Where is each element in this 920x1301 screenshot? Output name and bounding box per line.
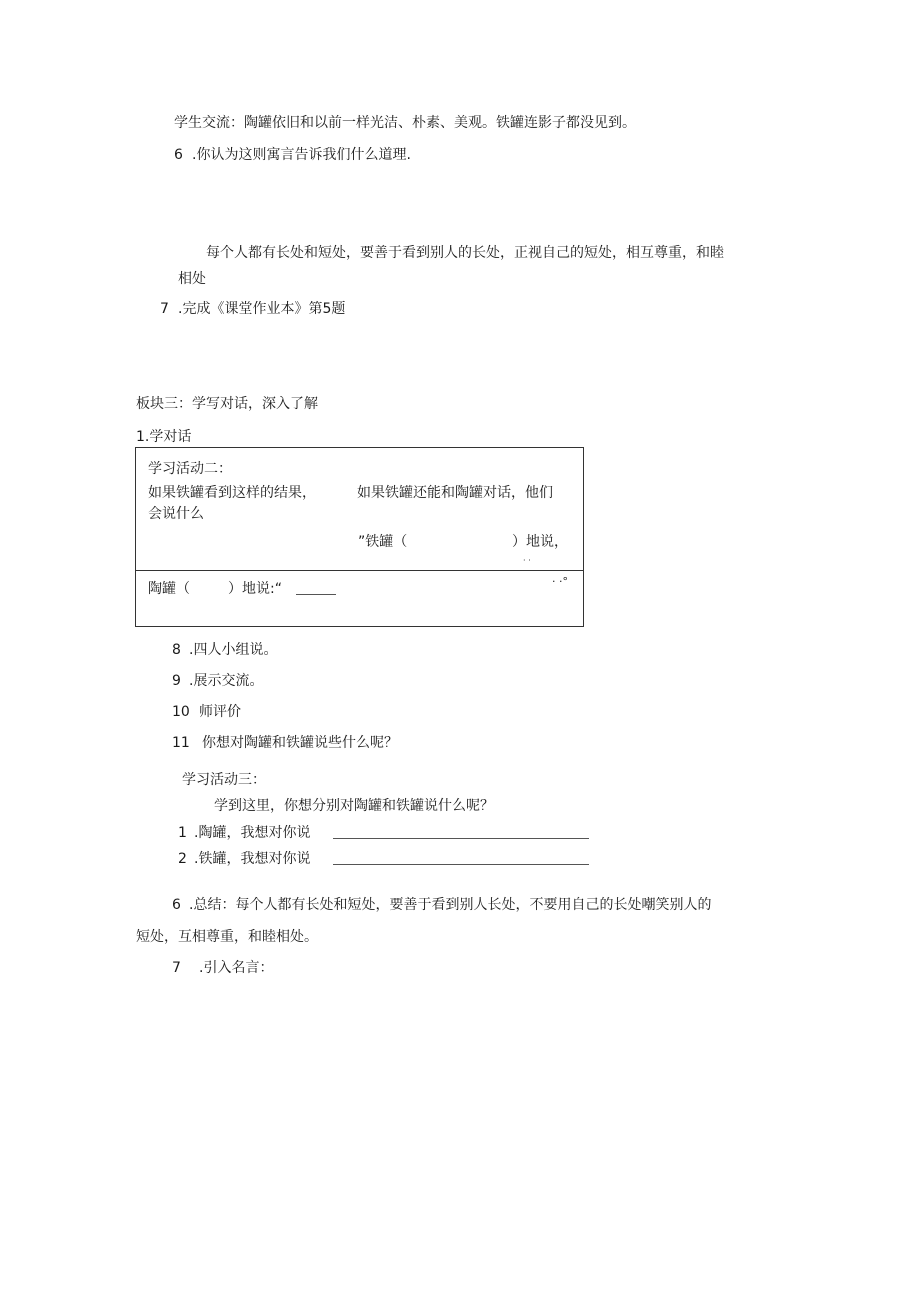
- activity3-item1-number: 1: [178, 825, 187, 841]
- activity3-title: 学习活动三：: [182, 772, 266, 788]
- section3-title: 板块三：学写对话，深入了解: [136, 396, 318, 412]
- activity2-left-line1: 如果铁罐看到这样的结果，: [148, 485, 316, 501]
- step-9-number: 9: [172, 673, 181, 689]
- pottery-answer-line[interactable]: [333, 838, 589, 839]
- pottery-blank-line[interactable]: [296, 594, 336, 595]
- q7-question: .完成《课堂作业本》第5题: [178, 301, 346, 317]
- quote-number: 7: [172, 960, 181, 976]
- step-8-text: .四人小组说。: [189, 642, 278, 658]
- activity2-right-line: 如果铁罐还能和陶罐对话，他们: [357, 485, 553, 501]
- q6-question: .你认为这则寓言告诉我们什么道理.: [192, 147, 411, 163]
- step-11-number: 11: [172, 735, 190, 751]
- step-11-text: 你想对陶罐和铁罐说些什么呢？: [202, 735, 398, 751]
- iron-answer-line[interactable]: [333, 864, 589, 865]
- step-8-number: 8: [172, 642, 181, 658]
- pottery-mid: ）地说:“: [228, 581, 282, 597]
- activity2-left-line2: 会说什么: [148, 506, 204, 522]
- pottery-prefix: 陶罐（: [148, 581, 190, 597]
- box-divider: [136, 570, 583, 571]
- step-10-number: 10: [172, 704, 190, 720]
- learn-dialogue-heading: 1.学对话: [136, 429, 192, 445]
- summary-line-2: 短处，互相尊重，和睦相处。: [136, 929, 318, 945]
- summary-line-1: .总结：每个人都有长处和短处，要善于看到别人长处，不要用自己的长处嘲笑别人的: [189, 897, 712, 913]
- step-9-text: .展示交流。: [189, 673, 264, 689]
- summary-number: 6: [172, 897, 181, 913]
- iron-quote-open: ”铁罐（: [358, 534, 408, 550]
- q6-number: 6: [174, 147, 183, 163]
- answer-line-1: 每个人都有长处和短处，要善于看到别人的长处，正视自己的短处，相互尊重，和睦: [206, 245, 724, 261]
- activity3-item1-text: .陶罐，我想对你说: [194, 825, 311, 841]
- activity3-item2-text: .铁罐，我想对你说: [194, 851, 311, 867]
- answer-line-2: 相处: [178, 271, 206, 287]
- step-10-text: 师评价: [199, 704, 241, 720]
- quote-text: .引入名言：: [199, 960, 274, 976]
- pottery-end-dots: · ·°: [552, 575, 568, 588]
- activity3-item2-number: 2: [178, 851, 187, 867]
- activity3-prompt: 学到这里，你想分别对陶罐和铁罐说什么呢？: [214, 798, 494, 814]
- dots-mark: · ·: [523, 556, 531, 565]
- activity2-box: [135, 447, 584, 627]
- iron-quote-close: ）地说，: [512, 534, 568, 550]
- activity2-title: 学习活动二：: [148, 461, 232, 477]
- q7-number: 7: [160, 301, 169, 317]
- student-exchange-line: 学生交流：陶罐依旧和以前一样光洁、朴素、美观。铁罐连影子都没见到。: [174, 115, 636, 131]
